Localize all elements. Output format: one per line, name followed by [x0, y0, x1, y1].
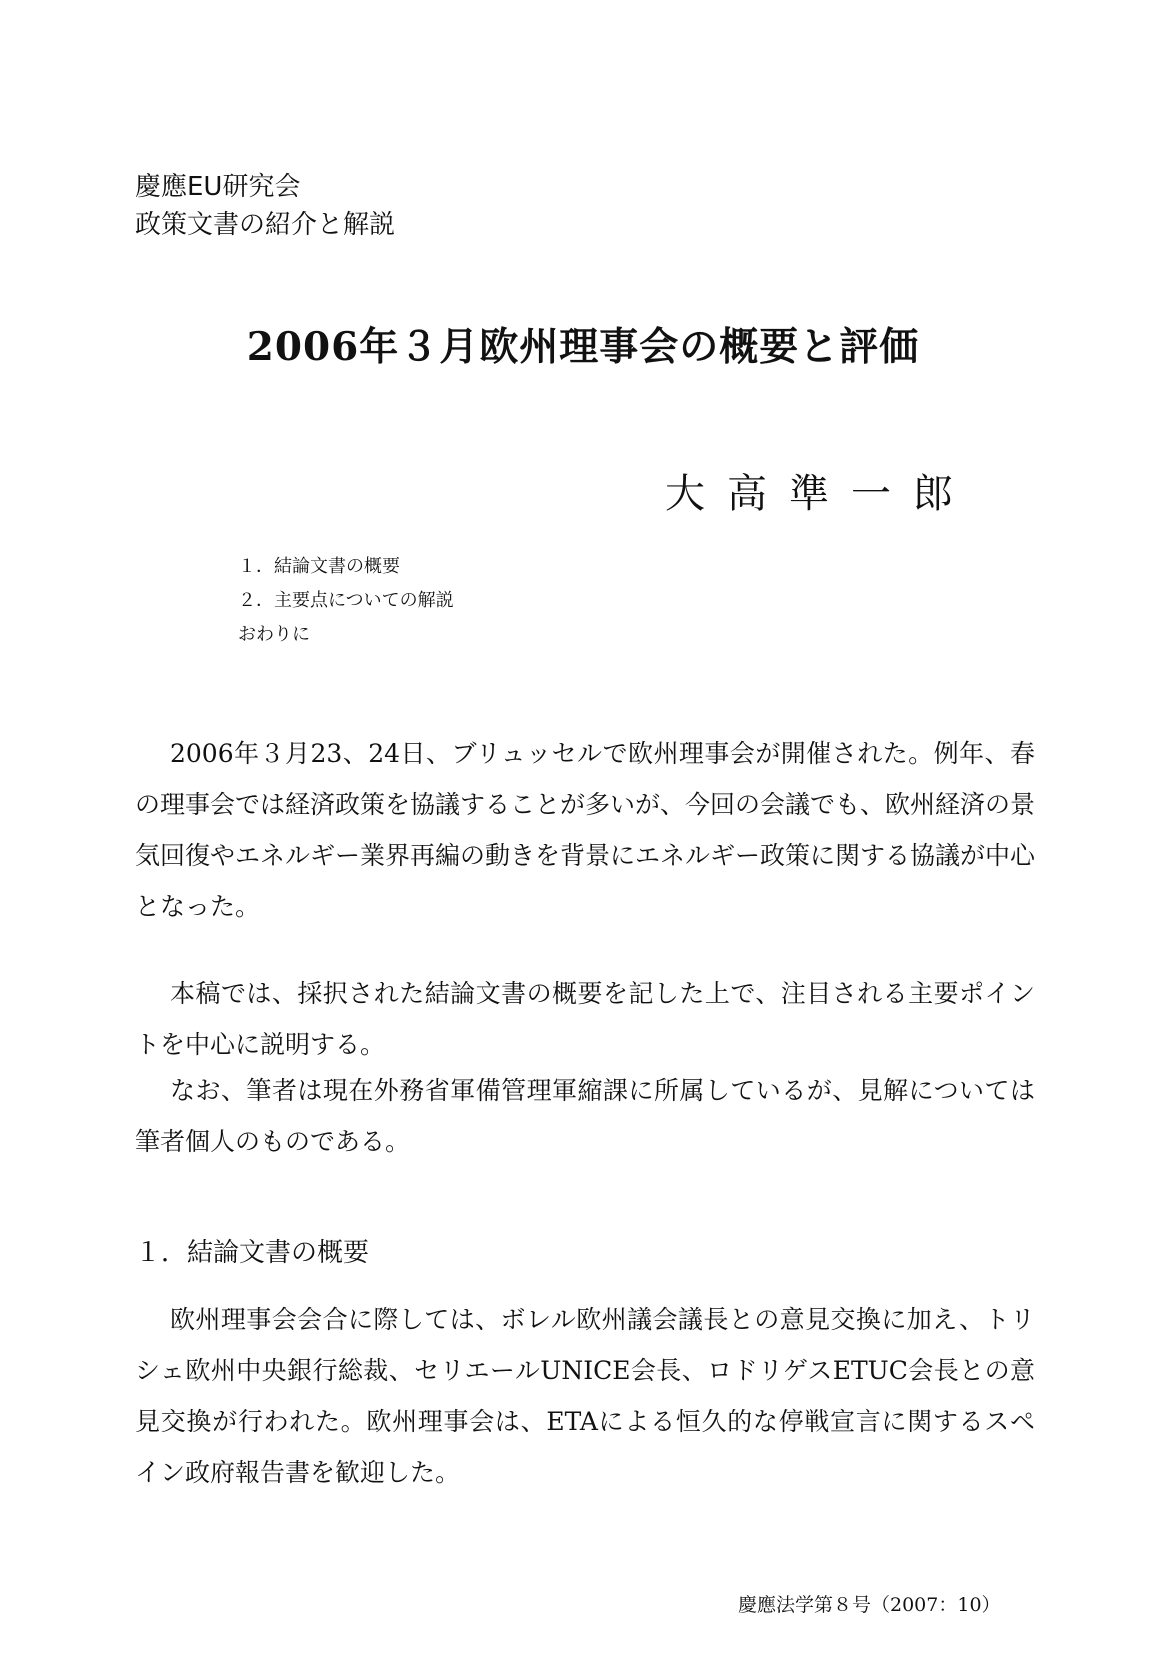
series-name: 慶應EU研究会: [135, 172, 301, 202]
body-paragraph: なお、筆者は現在外務省軍備管理軍縮課に所属しているが、見解については筆者個人のものである。: [135, 1076, 1035, 1156]
series-header: [135, 168, 395, 244]
purpose-paragraph-block: [135, 968, 1035, 1070]
toc-item: おわりに: [238, 624, 310, 645]
series-subtitle: 政策文書の紹介と解説: [135, 210, 396, 240]
section1-paragraph-block: [135, 1294, 1035, 1498]
toc-item: ２．主要点についての解説: [238, 590, 454, 611]
table-of-contents: [238, 550, 454, 652]
body-paragraph: 2006年３月23、24日、ブリュッセルで欧州理事会が開催された。例年、春の理事会では経済政策を協議することが多いが、今回の会議でも、欧州経済の景気回復やエネルギー業界再編の動きを背景にエネルギー政策に関する協議が中心となった。: [135, 739, 1036, 921]
author-name: 大高準一郎: [665, 471, 975, 517]
disclaimer-paragraph-block: [135, 1065, 1035, 1167]
body-paragraph: 欧州理事会会合に際しては、ボレル欧州議会議長との意見交換に加え、トリシェ欧州中央銀行総裁、セリエールUNICE会長、ロドリゲスETUC会長との意見交換が行われた。欧州理事会は、ETAによる恒久的な停戦宣言に関するスペイン政府報告書を歓迎した。: [135, 1305, 1035, 1487]
toc-item: １．結論文書の概要: [238, 556, 400, 577]
body-paragraph: 本稿では、採択された結論文書の概要を記した上で、注目される主要ポイントを中心に説明する。: [135, 979, 1035, 1059]
article-title: 2006年３月欧州理事会の概要と評価: [246, 324, 920, 370]
journal-footer: 慶應法学第８号（2007：10）: [738, 1594, 1001, 1616]
intro-paragraph-block: [135, 728, 1035, 932]
section-heading: １．結論文書の概要: [135, 1238, 370, 1268]
